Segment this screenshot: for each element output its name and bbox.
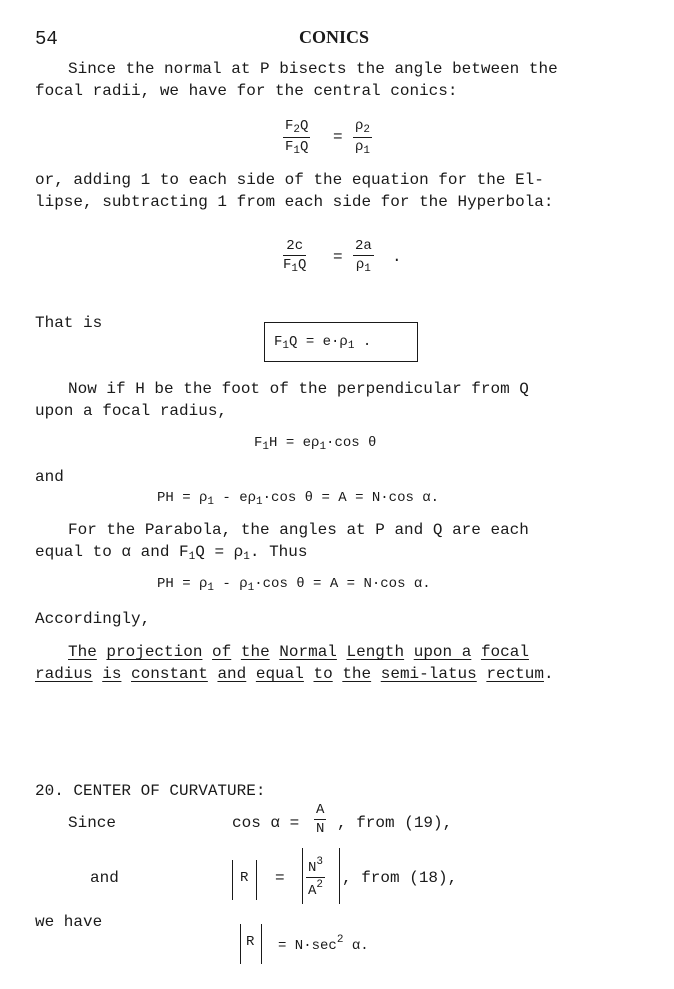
eq-b-fraction: $\frac{N^3}{A^2}$ [308,856,324,899]
we-have-label: we have [35,913,103,931]
boxed-equation-text: $F_1Q = e\cdot\rho_1$ . [274,334,372,352]
abs-bar-left-3 [240,924,241,964]
and-label-2: and [90,869,119,887]
eq2-left-fraction: $\frac{2c}{F_1Q}$ [283,238,307,275]
eq1-left-fraction: $\frac{F_2Q}{F_1Q}$ [285,118,309,157]
eq4: PH = $\rho_1 - e\rho_1\cdot\cos$ θ = A = N·cos α. [157,490,440,508]
eq1-equals: = [333,128,343,146]
page-title: CONICS [299,27,370,47]
para3-line1: Now if H be the foot of the perpendicular from Q [68,380,529,398]
eq-a-fraction: $\frac{A}{N}$ [316,802,325,837]
eq2-equals: = [333,248,343,266]
section-heading: 20. CENTER OF CURVATURE: [35,782,266,800]
eq2-period: . [392,248,402,266]
that-is-label: That is [35,314,103,332]
theorem-line2: radius is constant and equal to the semi-latus rectum. [35,665,554,683]
and-label-1: and [35,468,64,486]
page-number: 54 [35,28,58,50]
eq-b-lhs: R [240,870,249,886]
abs-bar-left-1 [232,860,233,900]
abs-bar-left-2 [302,848,303,904]
since-label: Since [68,814,117,832]
theorem-line1: The projection of the Normal Length upon a focal [68,643,529,661]
eq1-right-fraction: $\frac{\rho_2}{\rho_1}$ [355,118,371,157]
eq3: $F_1H = e\rho_1\cdot\cos$ θ [254,435,377,453]
eq-b-equals: = [275,869,285,887]
eq-b-ref: , from (18), [342,869,458,887]
para2-line2: lipse, subtracting 1 from each side for the Hyperbola: [35,193,554,211]
para4-line1: For the Parabola, the angles at P and Q are each [68,521,529,539]
eq-a-ref: , from (19), [337,814,453,832]
abs-bar-right-2 [339,848,340,904]
para3-line2: upon a focal radius, [35,402,228,420]
para2-line1: or, adding 1 to each side of the equation for the El- [35,171,544,189]
eq-a-lhs: cos α = [232,814,300,832]
abs-bar-right-3 [261,924,262,964]
eq-c-lhs: R [246,934,255,950]
para1-line2: focal radii, we have for the central conics: [35,82,458,100]
eq5: PH = $\rho_1 - \rho_1\cdot\cos$ θ = A = N·cos α. [157,576,431,594]
eq2-right-fraction: $\frac{2a}{\rho_1}$ [355,238,372,275]
eq-c-rhs: = $N\cdot\sec^2$ α. [278,934,369,954]
para1-line1: Since the normal at P bisects the angle between the [68,60,558,78]
abs-bar-right-1 [256,860,257,900]
accordingly-label: Accordingly, [35,610,151,628]
para4-line2: equal to α and $F_1Q = \rho_1$. Thus [35,543,308,563]
